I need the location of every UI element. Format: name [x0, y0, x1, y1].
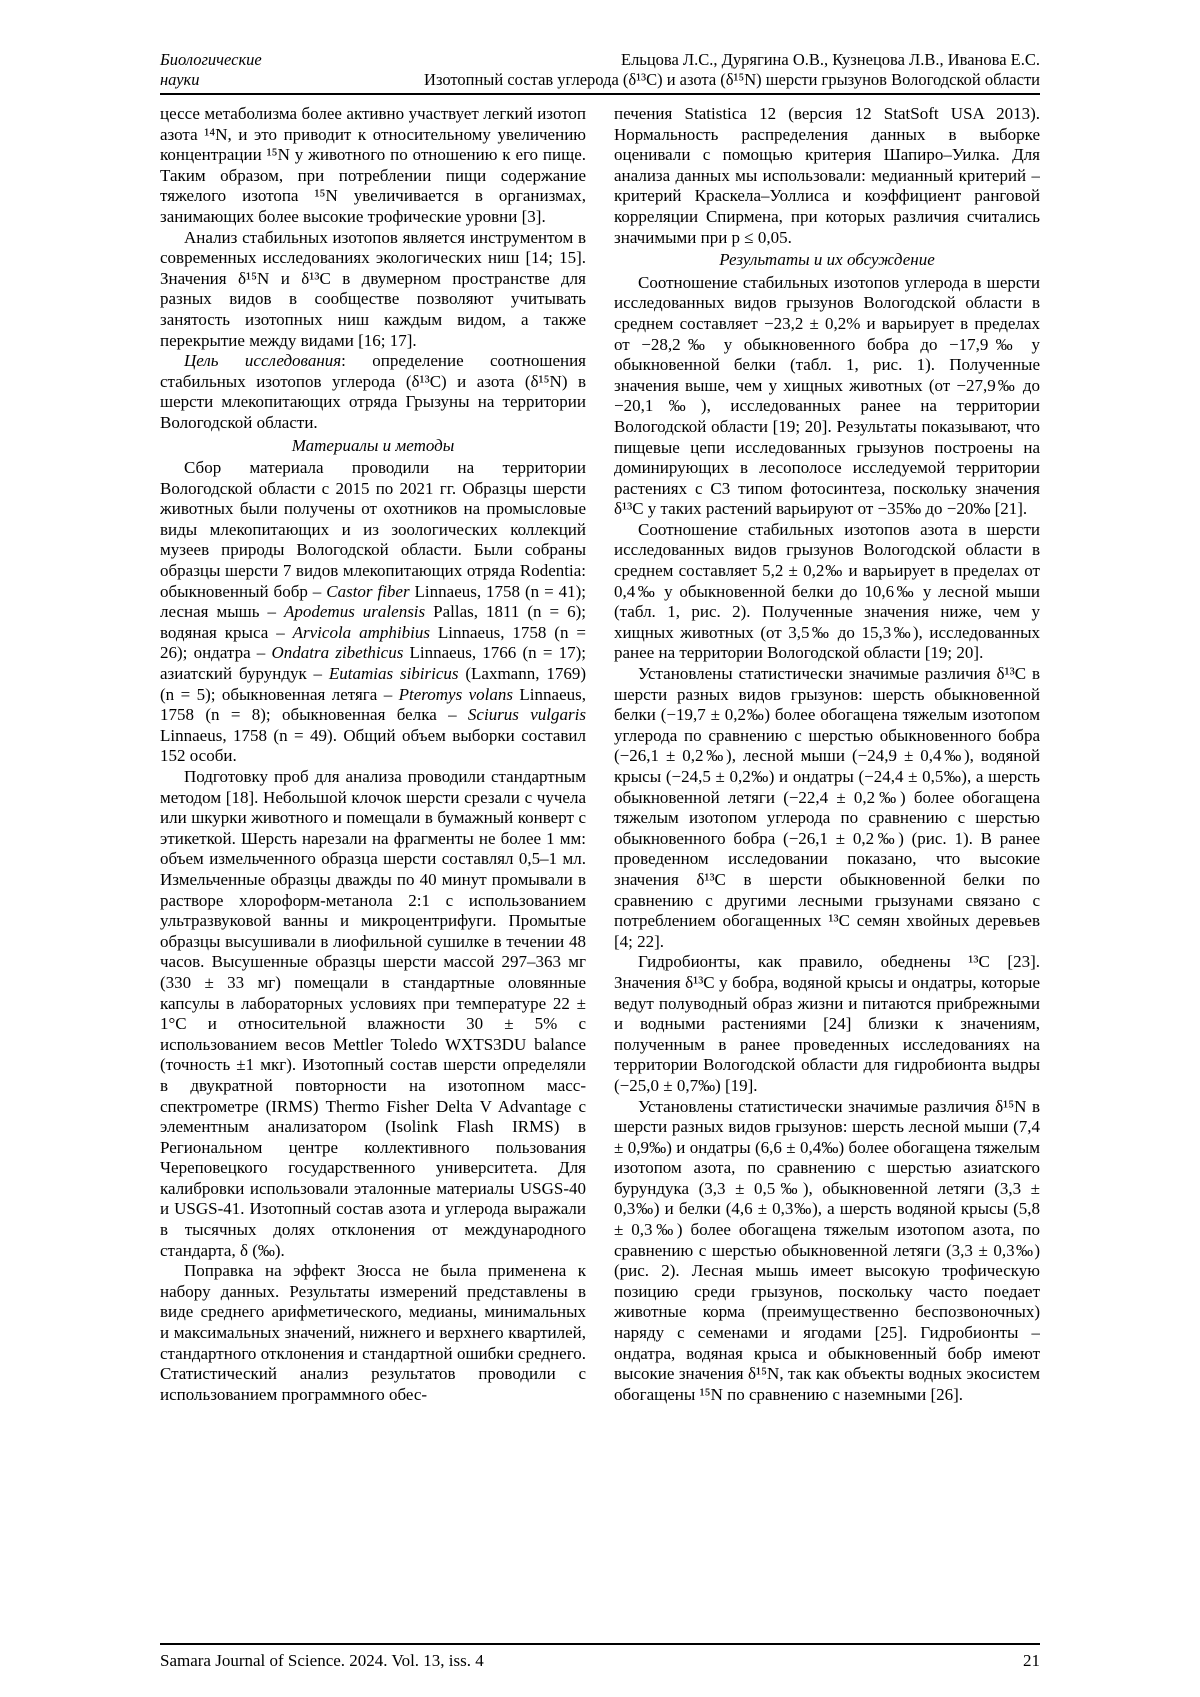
- paragraph: [160, 351, 586, 433]
- left-column: [160, 104, 586, 1643]
- text-run: Соотношение стабильных изотопов углерода в шерсти исследованных видов грызунов Вологодской области в среднем составляет −23,2 ± 0,2% и варьирует в пределах от −28,2‰ у обыкновенного бобра до −17,9‰ у обыкновенной белки (табл. 1, рис. 1). Полученные значения выше, чем у хищных животных (от −27,9‰ до −20,1‰), исследованных ранее на территории Вологодской области [19; 20]. Результаты показывают, что пищевые цепи исследованных грызунов построены на доминирующих в лесополосе исследуемой территории растениях с C3 типом фотосинтеза, поскольку значения δ¹³C у таких растений варьируют от −35‰ до −20‰ [21].: [614, 272, 1040, 519]
- text-run: Установлены статистически значимые различия δ¹⁵N в шерсти разных видов грызунов: шерсть лесной мыши (7,4 ± 0,9‰) и ондатры (6,6 ± 0,4‰) более обогащена тяжелым изотопом азота, по сравнению с шерстью азиатского бурундука (3,3 ± 0,5‰), обыкновенной летяги (3,3 ± 0,3‰) и белки (4,6 ± 0,3‰), а шерсть водяной крысы (5,8 ± 0,3‰) более обогащена тяжелым изотопом азота, по сравнению с шерстью обыкновенной летяги (3,3 ± 0,3‰) (рис. 2). Лесная мышь имеет высокую трофическую позицию среди грызунов, поскольку часто поедает животные корма (преимущественно беспозвоночных) наряду с семенами и ягодами [25]. Гидробионты – ондатра, водяная крыса и обыкновенный бобр имеют высокие значения δ¹⁵N, так как объекты водных экосистем обогащены ¹⁵N по сравнению с наземными [26].: [614, 1096, 1040, 1404]
- authors-line: Ельцова Л.С., Дурягина О.В., Кузнецова Л.В., Иванова Е.С.: [620, 50, 1040, 69]
- journal-citation: Samara Journal of Science. 2024. Vol. 13, iss. 4: [160, 1651, 484, 1670]
- text-run: Linnaeus, 1758 (n = 8); обыкновенная белка –: [160, 684, 586, 725]
- italic-text-run: Apodemus uralensis: [283, 602, 426, 622]
- text-run: Сбор материала проводили на территории Вологодской области с 2015 по 2021 гг. Образцы шерсти животных были получены от охотников на промысловые виды млекопитающих и из зоологических коллекций музеев природы Вологодской области. Были собраны образцы шерсти 7 видов млекопитающих отряда Rodentia: обыкновенный бобр –: [160, 458, 586, 601]
- italic-text-run: Castor fiber: [326, 581, 410, 601]
- text-run: Соотношение стабильных изотопов азота в шерсти исследованных видов грызунов Вологодской области в среднем составляет 5,2 ± 0,2‰ и варьирует в пределах от 0,4‰ у обыкновенной белки до 10,6‰ у лесной мыши (табл. 1, рис. 2). Полученные значения ниже, чем у хищных животных (от 3,5‰ до 15,3‰), исследованных ранее на территории Вологодской области [19; 20].: [614, 519, 1040, 663]
- journal-section: [160, 50, 262, 90]
- text-run: Linnaeus, 1758 (n = 49). Общий объем выборки составил 152 особи.: [160, 725, 586, 766]
- paragraph: [614, 664, 1040, 952]
- italic-text-run: Pteromys volans: [398, 684, 514, 704]
- paragraph: [160, 767, 586, 1261]
- italic-text-run: Arvicola amphibius: [292, 622, 430, 642]
- paragraph: [160, 228, 586, 352]
- paragraph: [614, 104, 1040, 248]
- article-body: [160, 104, 1040, 1643]
- article-title-line: Изотопный состав углерода (δ¹³C) и азота (δ¹⁵N) шерсти грызунов Вологодской области: [424, 70, 1040, 89]
- italic-text-run: Sciurus vulgaris: [467, 705, 586, 725]
- journal-section-line1: Биологические: [160, 50, 262, 69]
- page-number: 21: [1023, 1651, 1040, 1670]
- paragraph: [614, 1097, 1040, 1406]
- italic-text-run: Цель исследования: [184, 351, 342, 371]
- journal-section-line2: науки: [160, 70, 200, 89]
- text-run: (Laxmann, 1769) (n = 5); обыкновенная летяга –: [160, 664, 586, 704]
- text-run: Pallas, 1811 (n = 6); водяная крыса –: [160, 602, 587, 642]
- paragraph: [160, 458, 586, 767]
- italic-text-run: Ondatra zibethicus: [271, 643, 404, 663]
- section-heading: Материалы и методы: [291, 435, 455, 455]
- text-run: печения Statistica 12 (версия 12 StatSoft USA 2013). Нормальность распределения данных в выборке оценивали с помощью критерия Шапиро–Уилка. Для анализа данных мы использовали: медианный критерий – критерий Краскела–Уоллиса и коэффициент ранговой корреляции Спирмена, при которых различия считались значимыми при p ≤ 0,05.: [614, 104, 1040, 247]
- page-header: [160, 50, 1040, 95]
- text-run: Подготовку проб для анализа проводили стандартным методом [18]. Небольшой клочок шерсти срезали с чучела или шкурки животного и помещали в бумажный конверт с этикеткой. Шерсть нарезали на фрагменты не более 1 мм: объем измельченного образца шерсти составлял 0,5–1 мл. Измельченные образцы дважды по 40 минут промывали в растворе хлороформ-метанола 2:1 с использованием ультразвуковой ванны и микроцентрифуги. Промытые образцы высушивали в лиофильной сушилке в течении 48 часов. Высушенные образцы шерсти массой 297–363 мг (330 ± 33 мг) помещали в стандартные оловянные капсулы в лабораторных условиях при температуре 22 ± 1°C и относительной влажности 30 ± 5% с использованием весов Mettler Toledo WXTS3DU balance (точность ±1 мкг). Изотопный состав шерсти определяли в двукратной повторности на изотопном масс-спектрометре (IRMS) Thermo Fisher Delta V Advantage с элементным анализатором (Isolink Flash IRMS) в Региональном центре коллективного пользования Череповецкого государственного университета. Для калибровки использовали эталонные материалы USGS-40 и USGS-41. Изотопный состав азота и углерода выражали в тысячных долях отклонения от международного стандарта, δ (‰).: [160, 767, 586, 1260]
- paragraph: [614, 952, 1040, 1096]
- running-head: [424, 50, 1040, 90]
- text-run: : определение соотношения стабильных изотопов углерода (δ¹³C) и азота (δ¹⁵N) в шерсти млекопитающих отряда Грызуны на территории Вологодской области.: [160, 351, 587, 432]
- text-run: Поправка на эффект Зюсса не была применена к набору данных. Результаты измерений представлены в виде среднего арифметического, медианы, минимальных и максимальных значений, нижнего и верхнего квартилей, стандартного отклонения и стандартной ошибки среднего. Статистический анализ результатов проводили с использованием программного обес-: [160, 1261, 586, 1404]
- right-column: [614, 104, 1040, 1643]
- text-run: Linnaeus, 1766 (n = 17); азиатский бурундук –: [160, 643, 587, 684]
- text-run: цессе метаболизма более активно участвует легкий изотоп азота ¹⁴N, и это приводит к относительному увеличению концентрации ¹⁵N у животного по отношению к его пище. Таким образом, при потреблении пищи содержание тяжелого изотопа ¹⁵N увеличивается в организмах, занимающих более высокие трофические уровни [3].: [160, 104, 586, 226]
- text-run: Linnaeus, 1758 (n = 26); ондатра –: [160, 622, 586, 663]
- text-run: Установлены статистически значимые различия δ¹³C в шерсти разных видов грызунов: шерсть обыкновенной белки (−19,7 ± 0,2‰) более обогащена тяжелым изотопом углерода по сравнению с шерстью обыкновенного бобра (−26,1 ± 0,2‰), лесной мыши (−24,9 ± 0,4‰), водяной крысы (−24,5 ± 0,2‰) и ондатры (−24,4 ± 0,5‰), а шерсть обыкновенной летяги (−22,4 ± 0,2‰) более обогащена тяжелым изотопом углерода по сравнению с шерстью обыкновенного бобра (−26,1 ± 0,2‰) (рис. 1). В ранее проведенном исследовании показано, что высокие значения δ¹³C в шерсти обыкновенной белки по сравнению с другими лесными грызунами связано с потреблением обогащенных ¹³C семян хвойных деревьев [4; 22].: [614, 664, 1040, 951]
- page-footer: [160, 1643, 1040, 1671]
- section-heading: Результаты и их обсуждение: [719, 250, 935, 270]
- text-run: Linnaeus, 1758 (n = 41); лесная мышь –: [160, 581, 586, 622]
- italic-text-run: Eutamias sibiricus: [328, 664, 459, 684]
- paragraph: [160, 1261, 586, 1405]
- text-run: Анализ стабильных изотопов является инструментом в современных исследованиях экологических ниш [14; 15]. Значения δ¹⁵N и δ¹³C в двумерном пространстве для разных видов в сообществе позволяют учитывать занятость изотопных ниш каждым видом, а также перекрытие между видами [16; 17].: [160, 227, 586, 350]
- paragraph: [160, 104, 586, 228]
- text-run: Гидробионты, как правило, обеднены ¹³C [23]. Значения δ¹³C у бобра, водяной крысы и ондатры, которые ведут полуводный образ жизни и питаются прибрежными и водными растениями [24] близки к значениям, полученным в ранее проведенных исследованиях на территории Вологодской области для гидробионта выдры (−25,0 ± 0,7‰) [19].: [614, 952, 1040, 1095]
- paragraph: [614, 520, 1040, 664]
- paragraph: [614, 273, 1040, 520]
